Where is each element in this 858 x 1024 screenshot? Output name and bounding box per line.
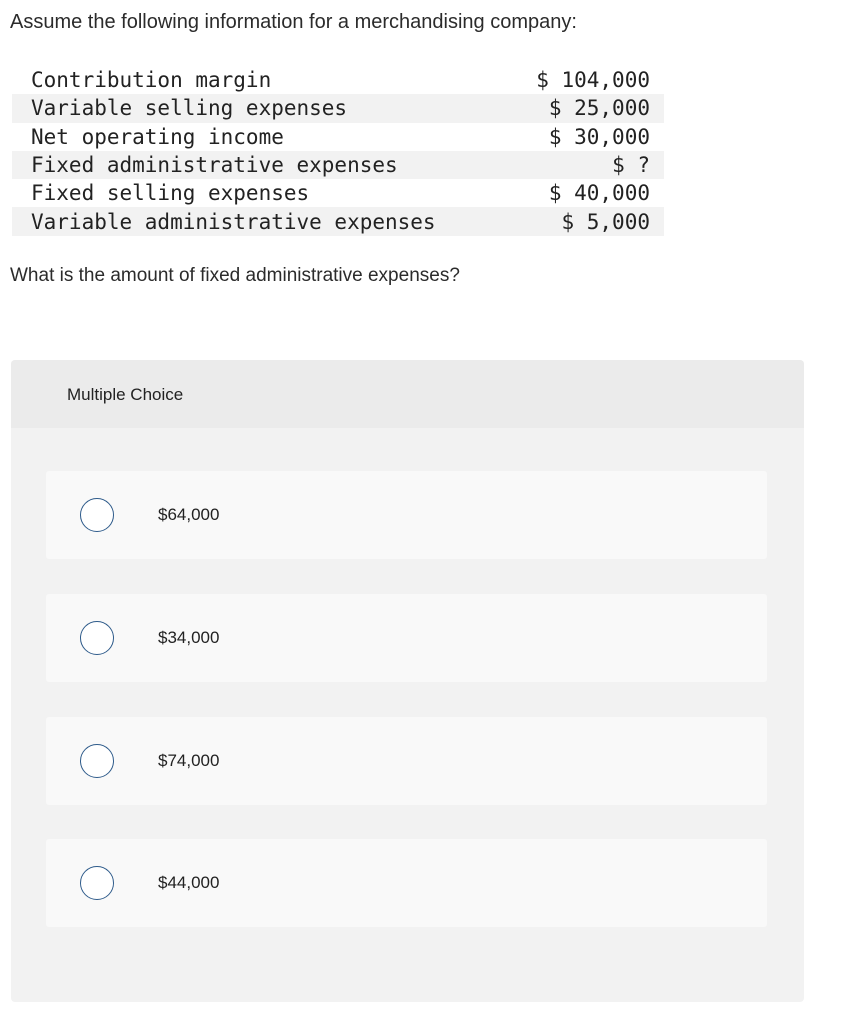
- row-label: Net operating income: [31, 124, 284, 149]
- row-label: Fixed selling expenses: [31, 181, 310, 206]
- radio-button[interactable]: [80, 744, 114, 778]
- answer-option-label: $44,000: [158, 873, 220, 892]
- row-value: $ ?: [513, 151, 664, 179]
- radio-button[interactable]: [80, 866, 114, 900]
- row-value: $ 25,000: [513, 94, 664, 122]
- table-row: [12, 179, 664, 207]
- radio-button[interactable]: [80, 621, 114, 655]
- multiple-choice-panel: [11, 360, 804, 1002]
- table-row: [12, 207, 664, 235]
- intro-text: Assume the following information for a merchandising company:: [10, 11, 577, 33]
- radio-button[interactable]: [80, 498, 114, 532]
- multiple-choice-header: Multiple Choice: [11, 360, 804, 428]
- answer-option[interactable]: [46, 839, 767, 927]
- answer-option-label: $34,000: [158, 628, 220, 647]
- row-label: Contribution margin: [31, 68, 272, 93]
- row-label: Variable administrative expenses: [12, 207, 513, 235]
- table-row: [12, 66, 664, 94]
- table-row: [12, 151, 664, 179]
- question-text: What is the amount of fixed administrative expenses?: [10, 265, 460, 286]
- row-value: $ 30,000: [548, 124, 650, 149]
- row-label: Variable selling expenses: [12, 94, 513, 122]
- row-value: $ 40,000: [548, 181, 650, 206]
- row-label: Fixed administrative expenses: [12, 151, 513, 179]
- row-value: $ 5,000: [513, 207, 664, 235]
- answer-option-label: $64,000: [158, 505, 220, 524]
- answer-option-label: $74,000: [158, 751, 220, 770]
- row-value: $ 104,000: [536, 68, 650, 93]
- table-row: [12, 123, 664, 151]
- answer-option[interactable]: [46, 471, 767, 559]
- info-table: [12, 66, 664, 236]
- answer-option[interactable]: [46, 594, 767, 682]
- table-row: [12, 94, 664, 122]
- answer-option[interactable]: [46, 717, 767, 805]
